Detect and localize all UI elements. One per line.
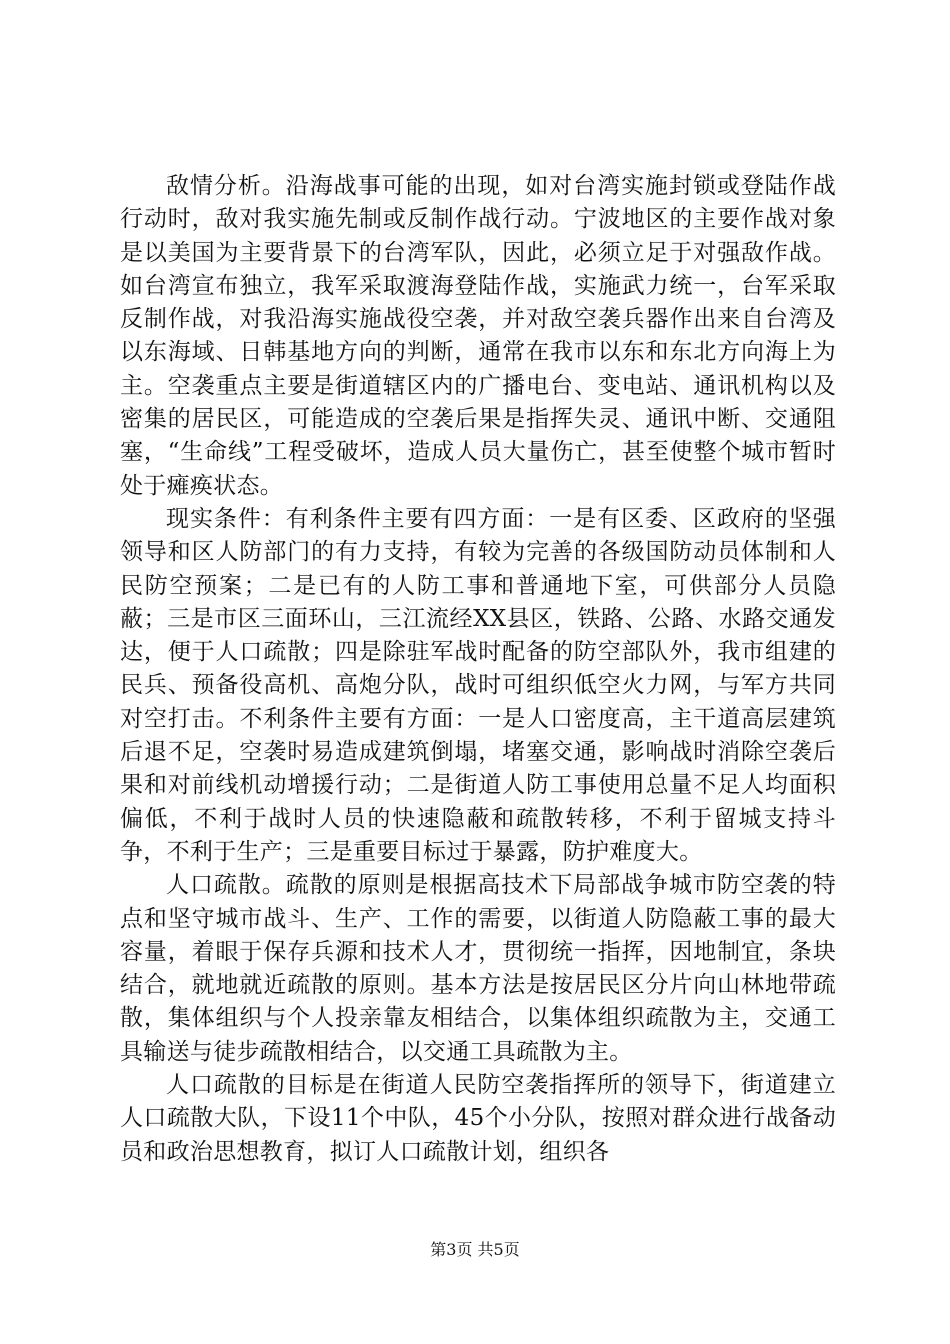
page-footer: 第3页 共5页 [430, 1240, 520, 1259]
document-body [120, 170, 836, 1169]
paragraph-enemy-analysis: 敌情分析。沿海战事可能的出现，如对台湾实施封锁或登陆作战行动时，敌对我实施先制或反制作战行动。宁波地区的主要作战对象是以美国为主要背景下的台湾军队，因此，必须立足于对强敌作战。如台湾宣布独立，我军采取渡海登陆作战，实施武力统一，台军采取反制作战，对我沿海实施战役空袭，并对敌空袭兵器作出来自台湾及以东海域、日韩基地方向的判断，通常在我市以东和东北方向海上为主。空袭重点主要是街道辖区内的广播电台、变电站、通讯机构以及密集的居民区，可能造成的空袭后果是指挥失灵、通讯中断、交通阻塞，“生命线”工程受破坏，造成人员大量伤亡，甚至使整个城市暂时处于瘫痪状态。 [120, 173, 836, 499]
paragraph-population-evacuation: 人口疏散。疏散的原则是根据高技术下局部战争城市防空袭的特点和坚守城市战斗、生产、工作的需要，以街道人防隐蔽工事的最大容量，着眼于保存兵源和技术人才，贯彻统一指挥，因地制宜，条块结合，就地就近疏散的原则。基本方法是按居民区分片向山林地带疏散，集体组织与个人投亲靠友相结合，以集体组织疏散为主，交通工具输送与徒步疏散相结合，以交通工具疏散为主。 [120, 872, 836, 1065]
paragraph-real-conditions: 现实条件：有利条件主要有四方面：一是有区委、区政府的坚强领导和区人防部门的有力支持，有较为完善的各级国防动员体制和人民防空预案；二是已有的人防工事和普通地下室，可供部分人员隐蔽；三是市区三面环山，三江流经XX县区，铁路、公路、水路交通发达，便于人口疏散；四是除驻军战时配备的防空部队外，我市组建的民兵、预备役高机、高炮分队，战时可组织低空火力网，与军方共同对空打击。不利条件主要有方面：一是人口密度高，主干道高层建筑后退不足，空袭时易造成建筑倒塌，堵塞交通，影响战时消除空袭后果和对前线机动增援行动；二是街道人防工事使用总量不足人均面积偏低，不利于战时人员的快速隐蔽和疏散转移，不利于留城支持斗争，不利于生产；三是重要目标过于暴露，防护难度大。 [120, 505, 836, 865]
paragraph-evacuation-goal: 人口疏散的目标是在街道人民防空袭指挥所的领导下，街道建立人口疏散大队，下设11个中队，45个小分队，按照对群众进行战备动员和政治思想教育，拟订人口疏散计划，组织各 [120, 1072, 836, 1165]
